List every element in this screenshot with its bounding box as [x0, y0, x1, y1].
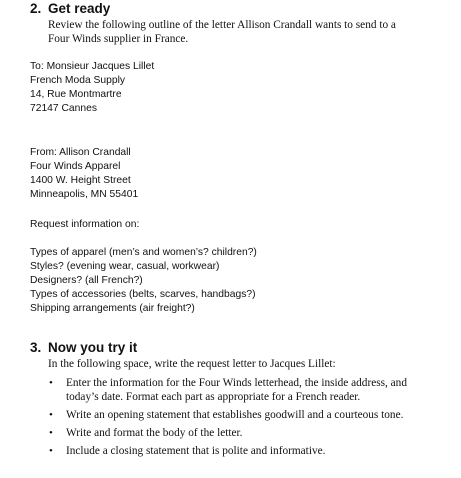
intro-line: Review the following outline of the letter Allison Crandall wants to send to a	[48, 19, 396, 31]
bullet-icon: •	[49, 427, 53, 439]
request-item: Styles? (evening wear, casual, workwear)	[30, 261, 220, 272]
address-line: From: Allison Crandall	[30, 147, 131, 158]
request-list	[30, 246, 257, 316]
address-line: Four Winds Apparel	[30, 161, 121, 172]
request-item: Shipping arrangements (air freight?)	[30, 303, 195, 314]
section-3-title: Now you try it	[48, 340, 138, 355]
section-2-heading	[30, 1, 110, 16]
request-item: Types of accessories (belts, scarves, handbags?)	[30, 289, 256, 300]
section-3-intro: In the following space, write the request letter to Jacques Lillet:	[48, 358, 336, 370]
address-line: French Moda Supply	[30, 75, 126, 86]
instruction-item: • Include a closing statement that is polite and informative.	[49, 445, 326, 457]
section-3-number: 3.	[30, 340, 42, 355]
section-2-intro	[48, 18, 396, 46]
intro-line: Four Winds supplier in France.	[48, 33, 189, 45]
request-heading: Request information on:	[30, 219, 140, 230]
instruction-item: • Enter the information for the Four Winds letterhead, the inside address, and today’s date. Format each part as appropriate for a French reader.	[49, 377, 407, 403]
request-item: Types of apparel (men’s and women’s? children?)	[30, 247, 257, 258]
section-2-title: Get ready	[48, 1, 111, 16]
address-line: 14, Rue Montmartre	[30, 89, 122, 100]
instruction-list	[48, 376, 453, 462]
recipient-address	[30, 60, 154, 116]
address-line: 72147 Cannes	[30, 103, 97, 114]
request-item: Designers? (all French?)	[30, 275, 143, 286]
sender-address	[30, 146, 138, 202]
address-line: Minneapolis, MN 55401	[30, 189, 139, 200]
instruction-item: • Write and format the body of the letter.	[49, 427, 243, 439]
bullet-icon: •	[49, 377, 53, 389]
bullet-icon: •	[49, 445, 53, 457]
instruction-item: • Write an opening statement that establishes goodwill and a courteous tone.	[49, 409, 404, 421]
section-3-heading	[30, 340, 137, 355]
address-line: To: Monsieur Jacques Lillet	[30, 61, 155, 72]
address-line: 1400 W. Height Street	[30, 175, 131, 186]
bullet-icon: •	[49, 409, 53, 421]
section-2-number: 2.	[30, 1, 42, 16]
